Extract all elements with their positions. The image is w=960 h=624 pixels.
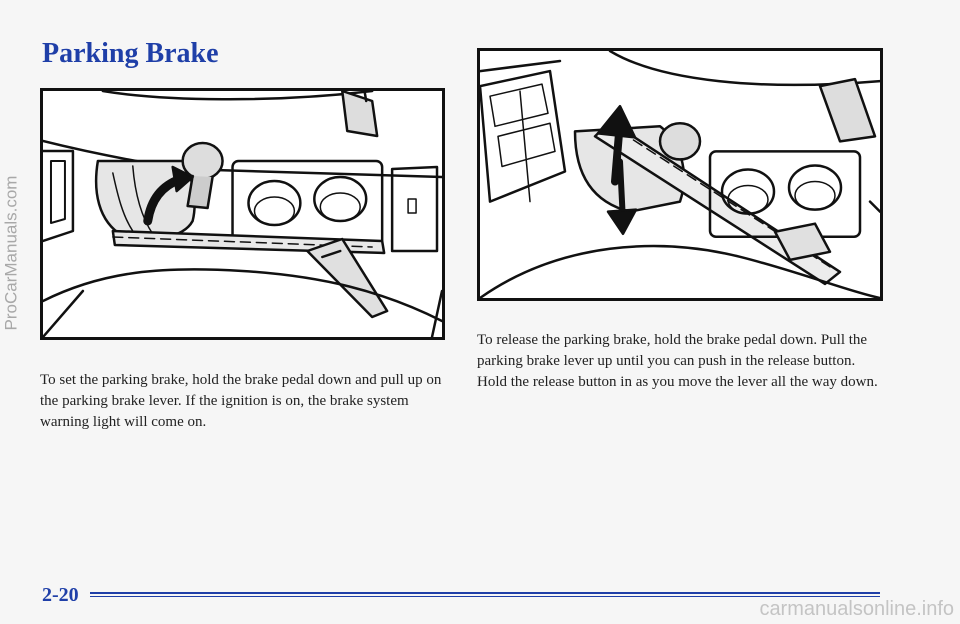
page-title: Parking Brake bbox=[42, 38, 219, 69]
side-watermark-text: ProCarManuals.com bbox=[1, 175, 21, 331]
side-watermark bbox=[0, 88, 22, 418]
illustration-release-parking-brake bbox=[477, 48, 883, 301]
illustration-set-parking-brake bbox=[40, 88, 445, 340]
paragraph-set-parking-brake: To set the parking brake, hold the brake pedal down and pull up on the parking brake lever. If the ignition is on, the brake system warning light will come on. bbox=[40, 372, 442, 430]
footer-watermark: carmanualsonline.info bbox=[759, 598, 954, 620]
paragraph-release-parking-brake: To release the parking brake, hold the brake pedal down. Pull the parking brake lever up until you can push in the release button. Hold the release button in as you move the lever all the way down. bbox=[477, 332, 878, 390]
footer-rule bbox=[90, 592, 880, 597]
page-number: 2-20 bbox=[42, 584, 79, 606]
